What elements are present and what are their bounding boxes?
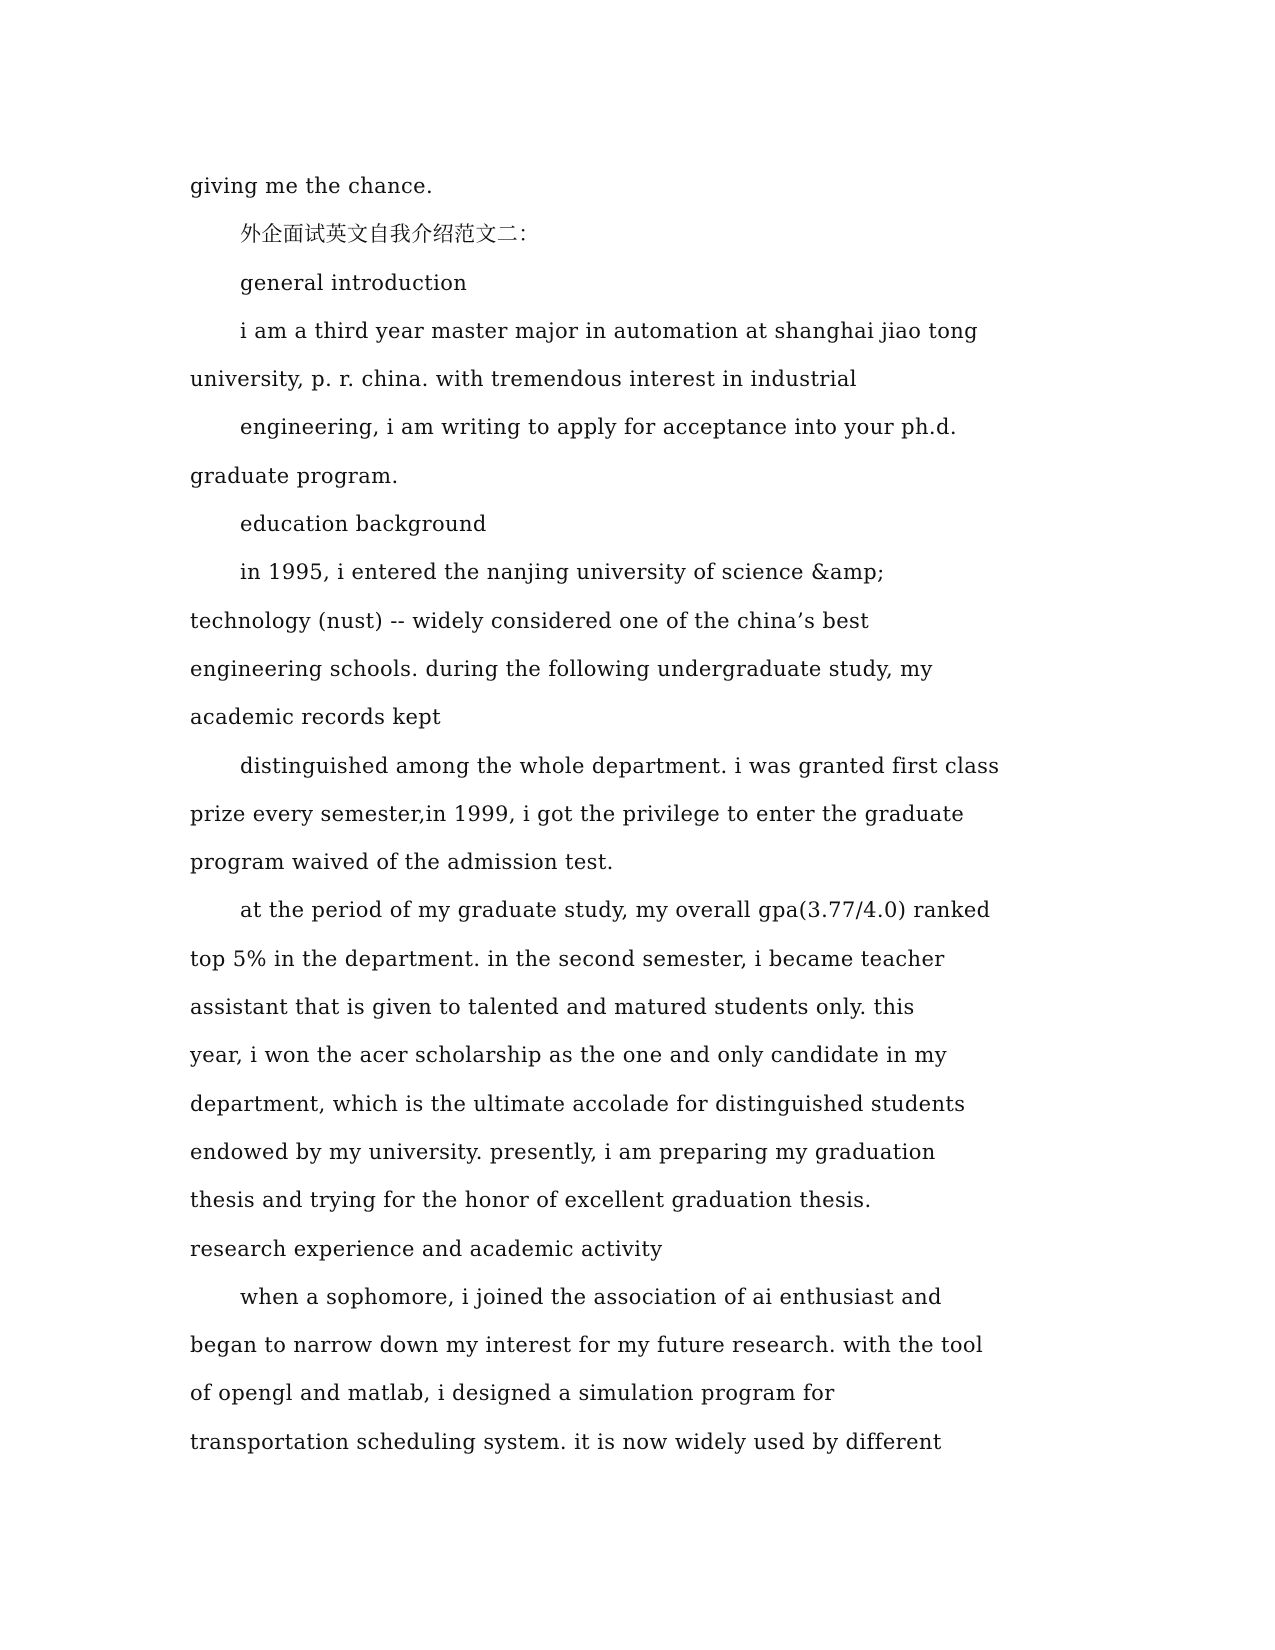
text-line: endowed by my university. presently, i am preparing my graduation	[190, 1139, 936, 1164]
text-line: program waived of the admission test.	[190, 850, 614, 875]
text-line: giving me the chance.	[190, 174, 434, 198]
text-line: academic records kept	[190, 705, 441, 730]
section-heading: education background	[240, 512, 487, 537]
text-line: year, i won the acer scholarship as the one and only candidate in my	[190, 1043, 947, 1068]
text-line: engineering, i am writing to apply for acceptance into your ph.d.	[240, 415, 957, 440]
text-line: engineering schools. during the following undergraduate study, my	[190, 656, 933, 681]
text-line: technology (nust) -- widely considered one of the china’s best	[190, 608, 870, 633]
text-line: at the period of my graduate study, my overall gpa(3.77/4.0) ranked	[240, 898, 991, 923]
text-line: university, p. r. china. with tremendous interest in industrial	[190, 367, 857, 392]
text-line: began to narrow down my interest for my future research. with the tool	[190, 1333, 984, 1358]
text-line: i am a third year master major in automation at shanghai jiao tong	[240, 318, 979, 343]
text-line: graduate program.	[190, 463, 399, 488]
text-line: of opengl and matlab, i designed a simulation program for	[190, 1381, 835, 1406]
body-text	[190, 162, 1090, 1466]
text-line: department, which is the ultimate accolade for distinguished students	[190, 1091, 966, 1116]
text-line: prize every semester,in 1999, i got the privilege to enter the graduate	[190, 801, 965, 826]
section-heading: general introduction	[240, 270, 468, 295]
text-line: thesis and trying for the honor of excellent graduation thesis.	[190, 1188, 872, 1213]
text-line: assistant that is given to talented and matured students only. this	[190, 995, 915, 1020]
text-line: transportation scheduling system. it is now widely used by different	[190, 1429, 942, 1454]
text-line: in 1995, i entered the nanjing university of science &amp;	[240, 560, 885, 585]
text-line: when a sophomore, i joined the association of ai enthusiast and	[240, 1284, 942, 1309]
section-heading-chinese: 外企面试英文自我介绍范文二：	[240, 222, 540, 247]
text-line: top 5% in the department. in the second semester, i became teacher	[190, 946, 945, 971]
section-heading: research experience and academic activity	[190, 1236, 663, 1261]
text-line: distinguished among the whole department. i was granted first class	[240, 753, 1000, 778]
